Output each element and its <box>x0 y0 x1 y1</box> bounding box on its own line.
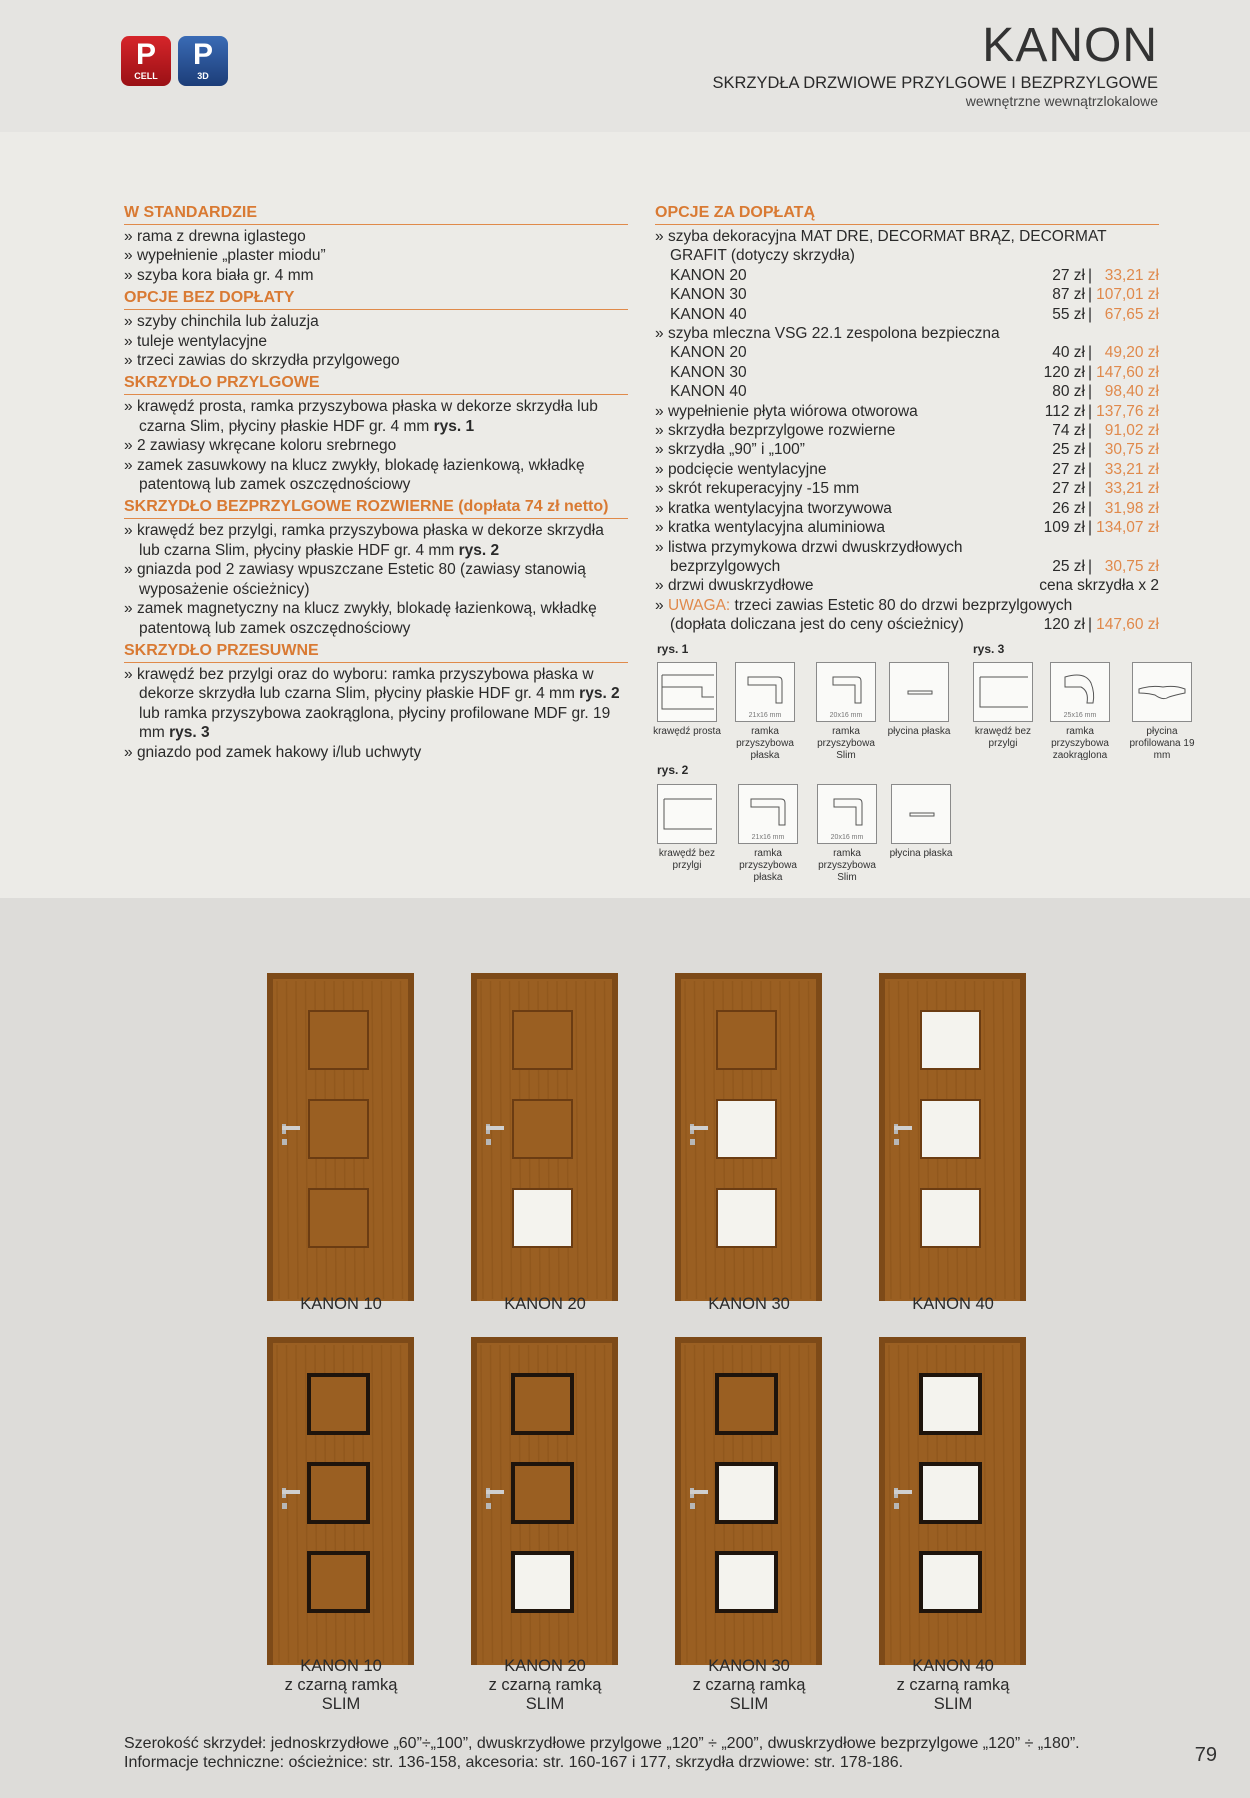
price-net: 27 zł <box>1052 266 1085 284</box>
price-note: cena skrzydła x 2 <box>1039 577 1159 595</box>
keyhole-plate <box>486 1139 491 1145</box>
door-panel <box>309 1100 368 1158</box>
list-item: » gniazdo pod zamek hakowy i/lub uchwyty <box>124 743 628 762</box>
badge-label: CELL <box>134 71 158 81</box>
price-separator: | <box>1087 383 1093 401</box>
item-text: krawędź bez przylgi oraz do wyboru: ramka przyszybowa płaska w dekorze skrzydła lub czarna Slim, płyciny płaskie HDF gr. 4 mm <box>136 665 594 703</box>
price-gross: 134,07 zł <box>1096 519 1159 537</box>
door-label-line: SLIM <box>525 1695 565 1713</box>
header <box>0 0 1250 132</box>
door-panel <box>309 1189 368 1247</box>
price-separator: | <box>1087 286 1093 304</box>
price-row <box>655 363 1159 382</box>
price-gross: 31,98 zł <box>1104 499 1159 517</box>
door-illustration <box>267 973 414 1301</box>
diagram-caption: krawędź bez przylgi <box>658 848 716 871</box>
footer-line: Informacje techniczne: ościeżnice: str. 136-158, akcesoria: str. 160-167 i 177, skrzydła drzwiowe: str. 178-186. <box>124 1754 904 1771</box>
diagram-caption: płycina profilowana 19 mm <box>1129 726 1195 761</box>
door-panel <box>309 1553 368 1611</box>
door-label <box>455 1657 635 1714</box>
door-label-line: SLIM <box>321 1695 361 1713</box>
door-handle <box>894 1126 912 1130</box>
diagram-caption: płycina płaska <box>887 726 951 737</box>
price-net: 26 zł <box>1052 499 1085 517</box>
diagram-caption: płycina płaska <box>889 848 953 859</box>
diagram-caption: krawędź bez przylgi <box>974 726 1032 749</box>
price-net: 55 zł <box>1052 305 1085 323</box>
section-heading-przylgowe: SKRZYDŁO PRZYLGOWE <box>124 373 628 395</box>
page-number: 79 <box>1194 1744 1217 1766</box>
p3d-badge <box>178 36 228 86</box>
price-row <box>655 479 1159 498</box>
door-panel <box>309 1011 368 1069</box>
door-kanon-slim <box>267 1337 414 1665</box>
glass-pane <box>513 1189 572 1247</box>
price-row <box>655 518 1159 537</box>
keyhole-plate <box>282 1503 287 1509</box>
door-panel <box>309 1375 368 1433</box>
door-kanon-slim <box>675 1337 822 1665</box>
figure-ref: rys. 3 <box>169 724 210 742</box>
item-text: lub ramka przyszybowa zaokrąglona, płyciny profilowane MDF gr. 19 mm <box>139 704 611 742</box>
door-handle <box>894 1490 912 1494</box>
list-item: » tuleje wentylacyjne <box>124 332 628 351</box>
door-illustration <box>471 1337 618 1665</box>
door-illustration <box>675 1337 822 1665</box>
list-item: » wypełnienie „plaster miodu” <box>124 246 628 265</box>
door-label-line: z czarną ramką <box>488 1676 602 1694</box>
footer-notes <box>124 1734 1164 1772</box>
figure-ref: rys. 1 <box>433 417 475 435</box>
price-separator: | <box>1087 266 1093 284</box>
door-label <box>863 1657 1043 1714</box>
price-net: 25 zł <box>1052 441 1085 459</box>
keyhole-plate <box>894 1139 899 1145</box>
price-row <box>655 343 1159 362</box>
price-net: 27 zł <box>1052 460 1085 478</box>
price-net: 80 zł <box>1052 383 1085 401</box>
glass-pane <box>921 1375 980 1433</box>
page-subtitle-secondary: wewnętrzne wewnątrzlokalowe <box>965 93 1158 109</box>
door-label: KANON 30 <box>708 1295 790 1313</box>
standard-options-column <box>124 203 628 762</box>
price-row <box>655 285 1159 304</box>
door-label: KANON 10 <box>300 1295 382 1313</box>
diagram-size: 25x16 mm <box>1063 712 1097 719</box>
glass-pane <box>921 1189 980 1247</box>
list-item: » szyba kora biała gr. 4 mm <box>124 266 628 285</box>
keyhole-plate <box>894 1503 899 1509</box>
price-net: 120 zł <box>1043 363 1085 381</box>
price-separator: | <box>1087 519 1093 537</box>
door-handle <box>282 1490 300 1494</box>
rounded-glass-frame-diagram <box>1050 662 1110 722</box>
door-label-line: SLIM <box>729 1695 769 1713</box>
price-separator: | <box>1087 305 1093 323</box>
door-label-line: z czarną ramką <box>692 1676 806 1694</box>
price-separator: | <box>1087 402 1093 420</box>
glass-pane <box>921 1011 980 1069</box>
section-heading-przesuwne: SKRZYDŁO PRZESUWNE <box>124 641 628 663</box>
price-row <box>655 557 1159 576</box>
badge-letter: P <box>192 38 213 71</box>
diagram-caption: krawędź prosta <box>653 726 721 737</box>
price-row <box>655 402 1159 421</box>
pcell-badge <box>121 36 171 86</box>
list-item: » listwa przymykowa drzwi dwuskrzydłowych <box>655 538 1159 557</box>
profiled-panel-diagram <box>1132 662 1192 722</box>
price-label: » kratka wentylacyjna tworzywowa <box>655 499 1025 518</box>
list-item: » szyba dekoracyjna MAT DRE, DECORMAT BRĄZ, DECORMAT GRAFIT (dotyczy skrzydła) <box>655 227 1159 266</box>
door-illustration <box>267 1337 414 1665</box>
price-label: KANON 30 <box>670 363 747 381</box>
list-item: » szyba mleczna VSG 22.1 zespolona bezpieczna <box>655 324 1159 343</box>
door-label-line: KANON 10 <box>300 1657 382 1675</box>
profile-diagrams <box>655 642 1215 892</box>
price-gross: 67,65 zł <box>1104 305 1159 323</box>
list-item <box>124 397 628 436</box>
glass-pane <box>717 1189 776 1247</box>
price-label: KANON 30 <box>670 286 747 304</box>
paid-options-column <box>655 203 1159 635</box>
price-group-options <box>655 402 1159 538</box>
door-panel <box>513 1100 572 1158</box>
diagram-caption: ramka przyszybowa Slim <box>818 848 876 883</box>
flat-glass-frame-diagram <box>735 662 795 722</box>
edge-without-rebate-diagram <box>657 784 717 844</box>
price-net: 112 zł <box>1044 402 1085 420</box>
keyhole-plate <box>690 1503 695 1509</box>
edge-straight-diagram <box>657 662 717 722</box>
price-group-dekor <box>655 266 1159 324</box>
warning-prefix: UWAGA: <box>667 596 731 614</box>
figure-label: rys. 3 <box>973 642 1005 656</box>
section-heading-standard: W STANDARDZIE <box>124 203 628 225</box>
price-separator: | <box>1087 480 1093 498</box>
door-panel <box>513 1375 572 1433</box>
price-label: » drzwi dwuskrzydłowe <box>655 576 1039 595</box>
glass-pane <box>717 1464 776 1522</box>
list-item: » trzeci zawias do skrzydła przylgowego <box>124 351 628 370</box>
list-item <box>124 665 628 743</box>
door-label <box>659 1657 839 1714</box>
price-gross: 147,60 zł <box>1096 616 1159 634</box>
figure-ref: rys. 2 <box>458 541 500 559</box>
glass-pane <box>717 1553 776 1611</box>
door-illustration <box>879 973 1026 1301</box>
price-separator: | <box>1087 441 1093 459</box>
door-panel <box>309 1464 368 1522</box>
price-gross: 137,76 zł <box>1096 402 1159 420</box>
price-gross: 30,75 zł <box>1104 557 1159 575</box>
glass-pane <box>921 1100 980 1158</box>
door-panel <box>513 1011 572 1069</box>
door-label: KANON 20 <box>504 1295 586 1313</box>
price-gross: 30,75 zł <box>1104 441 1159 459</box>
price-gross: 33,21 zł <box>1104 266 1159 284</box>
price-net: 120 zł <box>1043 616 1085 634</box>
price-row <box>655 576 1159 595</box>
price-row <box>655 460 1159 479</box>
price-label: KANON 40 <box>670 305 747 323</box>
door-kanon-slim <box>879 1337 1026 1665</box>
price-label: » skrót rekuperacyjny -15 mm <box>655 479 1025 498</box>
price-label: » skrzydła bezprzylgowe rozwierne <box>655 421 1025 440</box>
door-handle <box>486 1126 504 1130</box>
price-separator: | <box>1087 422 1093 440</box>
edge-without-rebate-diagram <box>973 662 1033 722</box>
price-separator: | <box>1087 499 1093 517</box>
list-item: » zamek magnetyczny na klucz zwykły, blokadę łazienkową, wkładkę patentową lub zamek oszczędnościowy <box>124 599 628 638</box>
door-label-line: KANON 20 <box>504 1657 586 1675</box>
price-net: 74 zł <box>1052 422 1085 440</box>
door-kanon <box>267 973 414 1301</box>
price-separator: | <box>1087 460 1093 478</box>
door-handle <box>690 1490 708 1494</box>
door-handle <box>486 1490 504 1494</box>
list-item: » 2 zawiasy wkręcane koloru srebrnego <box>124 436 628 455</box>
price-gross: 98,40 zł <box>1104 383 1159 401</box>
door-label-line: z czarną ramką <box>896 1676 1010 1694</box>
price-gross: 107,01 zł <box>1096 286 1159 304</box>
door-kanon <box>879 973 1026 1301</box>
glass-pane <box>921 1553 980 1611</box>
price-row <box>655 421 1159 440</box>
keyhole-plate <box>690 1139 695 1145</box>
price-net: 40 zł <box>1052 344 1085 362</box>
diagram-caption: ramka przyszybowa Slim <box>817 726 875 761</box>
price-label: KANON 40 <box>670 383 747 401</box>
door-panel <box>717 1011 776 1069</box>
door-label-line: z czarną ramką <box>284 1676 398 1694</box>
door-label-line: SLIM <box>933 1695 973 1713</box>
glass-pane <box>921 1464 980 1522</box>
door-label: KANON 40 <box>912 1295 994 1313</box>
flat-panel-diagram <box>891 784 951 844</box>
section-heading-free-options: OPCJE BEZ DOPŁATY <box>124 288 628 310</box>
door-label <box>251 1657 431 1714</box>
price-row <box>655 382 1159 401</box>
price-label: KANON 20 <box>670 266 747 284</box>
price-net: 109 zł <box>1043 519 1085 537</box>
glass-pane <box>513 1553 572 1611</box>
diagram-size: 21x16 mm <box>748 712 782 719</box>
keyhole-plate <box>282 1139 287 1145</box>
section-heading-bezprzylgowe: SKRZYDŁO BEZPRZYLGOWE ROZWIERNE (dopłata 74 zł netto) <box>124 497 628 519</box>
price-label: KANON 20 <box>670 344 747 362</box>
door-kanon-slim <box>471 1337 618 1665</box>
diagram-size: 20x16 mm <box>829 712 863 719</box>
price-gross: 49,20 zł <box>1104 344 1159 362</box>
list-item: » zamek zasuwkowy na klucz zwykły, blokadę łazienkową, wkładkę patentową lub zamek oszczędnościowy <box>124 456 628 495</box>
price-label: » kratka wentylacyjna aluminiowa <box>655 518 1025 537</box>
flat-panel-diagram <box>889 662 949 722</box>
badge-label: 3D <box>197 71 209 81</box>
list-item <box>124 521 628 560</box>
figure-label: rys. 1 <box>657 642 689 656</box>
diagram-caption: ramka przyszybowa płaska <box>739 848 797 883</box>
door-illustration <box>675 973 822 1301</box>
diagram-caption: ramka przyszybowa zaokrąglona <box>1051 726 1109 761</box>
price-row <box>655 266 1159 285</box>
door-label-line: KANON 30 <box>708 1657 790 1675</box>
price-gross: 33,21 zł <box>1104 460 1159 478</box>
price-label: » skrzydła „90” i „100” <box>655 440 1025 459</box>
door-illustration <box>471 973 618 1301</box>
price-label: bezprzylgowych <box>670 557 781 575</box>
list-item: » rama z drewna iglastego <box>124 227 628 246</box>
door-panel <box>513 1464 572 1522</box>
price-row <box>655 615 1159 634</box>
price-gross: 33,21 zł <box>1104 480 1159 498</box>
door-panel <box>717 1375 776 1433</box>
item-text: krawędź prosta, ramka przyszybowa płaska w dekorze skrzydła lub czarna Slim, płyciny płaskie HDF gr. 4 mm <box>136 398 598 435</box>
price-net: 27 zł <box>1052 480 1085 498</box>
price-gross: 147,60 zł <box>1096 363 1159 381</box>
door-kanon <box>471 973 618 1301</box>
slim-glass-frame-diagram <box>816 662 876 722</box>
figure-ref: rys. 2 <box>579 685 620 703</box>
price-label: » wypełnienie płyta wiórowa otworowa <box>655 402 1025 421</box>
price-separator: | <box>1087 616 1093 634</box>
keyhole-plate <box>486 1503 491 1509</box>
page-subtitle: SKRZYDŁA DRZWIOWE PRZYLGOWE I BEZPRZYLGOWE <box>712 74 1158 92</box>
price-row <box>655 305 1159 324</box>
door-handle <box>690 1126 708 1130</box>
list-item: » gniazda pod 2 zawiasy wpuszczane Estetic 80 (zawiasy stanowią wyposażenie ościeżnicy) <box>124 560 628 599</box>
badge-letter: P <box>135 38 156 71</box>
list-item-warning <box>655 596 1159 615</box>
door-label-line: KANON 40 <box>912 1657 994 1675</box>
door-kanon <box>675 973 822 1301</box>
price-label: (dopłata doliczana jest do ceny ościeżnicy) <box>670 616 964 634</box>
price-separator: | <box>1087 363 1093 381</box>
page-title: KANON <box>982 19 1158 72</box>
diagram-caption: ramka przyszybowa płaska <box>736 726 794 761</box>
price-net: 25 zł <box>1052 557 1085 575</box>
section-heading-paid-options: OPCJE ZA DOPŁATĄ <box>655 203 1159 225</box>
item-text: trzeci zawias Estetic 80 do drzwi bezprzylgowych <box>730 596 1073 614</box>
slim-glass-frame-diagram <box>817 784 877 844</box>
figure-label: rys. 2 <box>657 763 689 777</box>
diagram-size: 20x16 mm <box>830 834 864 841</box>
glass-pane <box>717 1100 776 1158</box>
price-row <box>655 499 1159 518</box>
price-gross: 91,02 zł <box>1104 422 1159 440</box>
price-group-vsg <box>655 343 1159 401</box>
price-label: » podcięcie wentylacyjne <box>655 460 1025 479</box>
door-illustration <box>879 1337 1026 1665</box>
list-item: » szyby chinchila lub żaluzja <box>124 312 628 331</box>
diagram-size: 21x16 mm <box>751 834 785 841</box>
price-row <box>655 440 1159 459</box>
flat-glass-frame-diagram <box>738 784 798 844</box>
item-text: krawędź bez przylgi, ramka przyszybowa płaska w dekorze skrzydła lub czarna Slim, płyciny płaskie HDF gr. 4 mm <box>136 522 604 559</box>
door-handle <box>282 1126 300 1130</box>
price-net: 87 zł <box>1052 286 1085 304</box>
price-separator: | <box>1087 344 1093 362</box>
price-separator: | <box>1087 557 1093 575</box>
footer-line: Szerokość skrzydeł: jednoskrzydłowe „60”÷„100”, dwuskrzydłowe przylgowe „120” ÷ „200”, dwuskrzydłowe bezprzylgowe „120” ÷ „180”. <box>124 1735 1080 1752</box>
